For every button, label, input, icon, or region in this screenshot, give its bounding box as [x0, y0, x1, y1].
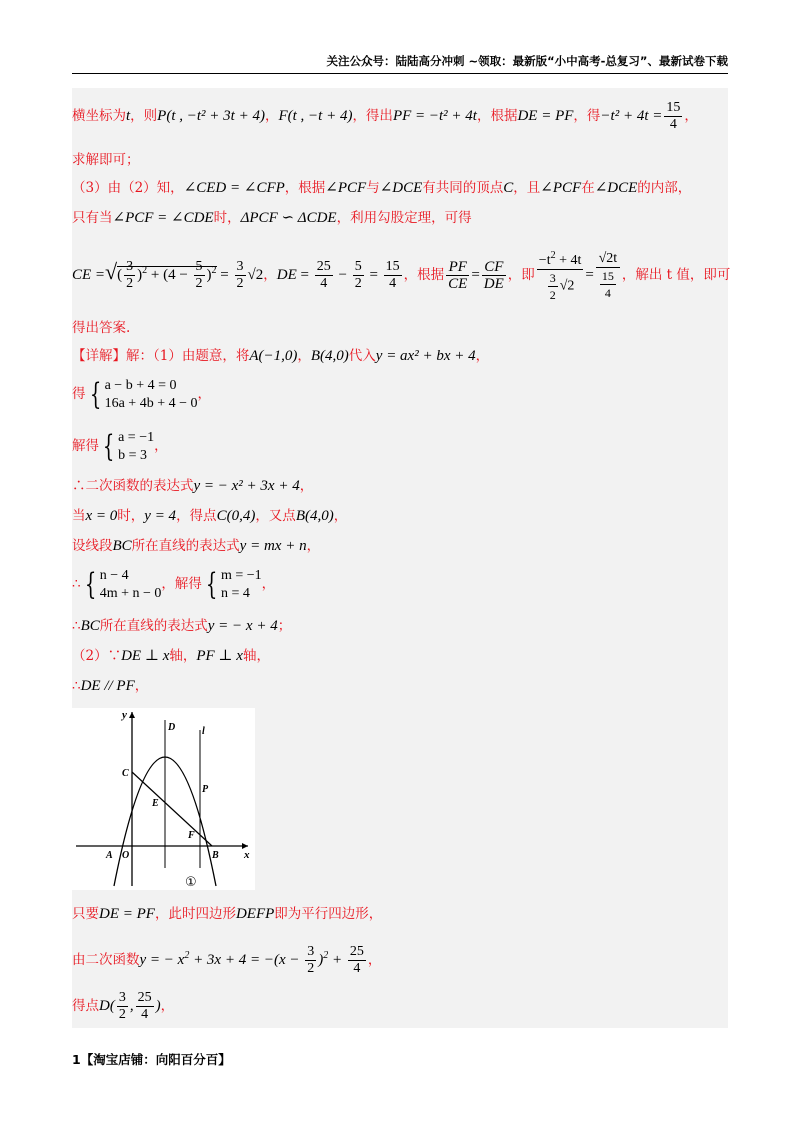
label-e: E	[152, 798, 159, 809]
page-footer	[72, 1050, 231, 1068]
label-d: D	[168, 722, 176, 733]
label-b: B	[212, 850, 219, 861]
fraction-15-4: $\frac{15}{4}$	[666, 100, 681, 132]
footer-text: 1【淘宝店铺：向阳百分百】	[72, 1052, 231, 1067]
header-text: 关注公众号：陆陆高分冲刺 ~领取：最新版“小中高考-总复习”、最新试卷下载	[326, 54, 728, 68]
line-14: ∴BC所在直线的表达式y = − x + 4；	[72, 618, 292, 634]
figure-caption: ①	[185, 875, 197, 890]
parabola-diagram	[72, 708, 255, 890]
line-1: 横坐标为t，则P(t , −t² + 3t + 4)，F(t , −t + 4)，得出PF = −t² + 4t，根据DE = PF，得−t² + 4t = $\frac{15}{4}$ ，	[72, 100, 698, 132]
line-3: （3）由（2）知，∠CED = ∠CFP，根据∠PCF与∠DCE有共同的顶点C，且∠PCF在∠DCE的内部，	[72, 180, 692, 196]
line-13: ∴ { n − 4 4m + n − 0 ，解得 { m = −1 n = 4 ，	[72, 566, 276, 602]
line-17: 只要DE = PF，此时四边形DEFP即为平行四边形，	[72, 906, 383, 922]
label-f: F	[188, 830, 195, 841]
line-12: 设线段BC所在直线的表达式y = mx + n，	[72, 538, 321, 554]
line-10: ∴二次函数的表达式y = − x² + 3x + 4，	[72, 478, 314, 494]
label-x: x	[244, 849, 250, 861]
line-7: 【详解】解：（1）由题意，将A(−1,0)，B(4,0)代入y = ax² + bx + 4，	[72, 348, 490, 364]
parabola-figure	[72, 708, 255, 890]
line-15: （2）∵DE ⊥ x轴，PF ⊥ x轴，	[72, 648, 270, 664]
label-o: O	[122, 850, 130, 861]
line-2: 求解即可；	[72, 152, 140, 168]
line-9: 解得 { a = −1 b = 3 ，	[72, 428, 168, 464]
label-l: l	[202, 726, 205, 737]
line-8: 得 { a − b + 4 = 0 16a + 4b + 4 − 0 ，	[72, 376, 211, 412]
line-5: CE =√( $\frac{3}{2}$ )$^2$ + (4 − $\frac{5}{2}$ )$^2$ = $\frac{3}{2}$ √2，DE = $\frac{25}{4}$ − $\frac{5}{2}$ = $\frac{15}{4}$ ，根据 $\frac{PF}{CE}$ = $\frac{CF}{DE}$ ，即 $-t^2 + 4t$ $\frac{3}{2}$ √2 = $\frac{√2t}{\frac{15}{4}}$ ，解出 t 值，即可	[72, 250, 731, 302]
line-19: 得点D( $\frac{3}{2}$ , $\frac{25}{4}$ )，	[72, 990, 175, 1022]
line-18: 由二次函数y = − $x^2 + 3x + 4 = -(x$ − $\frac{3}{2}$ )$^2$ + $\frac{25}{4}$ ，	[72, 944, 382, 976]
line-4: 只有当∠PCF = ∠CDE时，ΔPCF ∽ ΔCDE，利用勾股定理，可得	[72, 210, 472, 226]
page-header	[72, 54, 728, 74]
label-a: A	[106, 850, 113, 861]
line-11: 当x = 0时，y = 4，得点C(0,4)，又点B(4,0)，	[72, 508, 348, 524]
label-c: C	[122, 768, 129, 779]
line-16: ∴DE // PF，	[72, 678, 149, 694]
label-y: y	[122, 709, 127, 721]
line-6: 得出答案.	[72, 320, 131, 336]
label-p: P	[202, 784, 209, 795]
y-axis-arrow	[129, 712, 135, 718]
